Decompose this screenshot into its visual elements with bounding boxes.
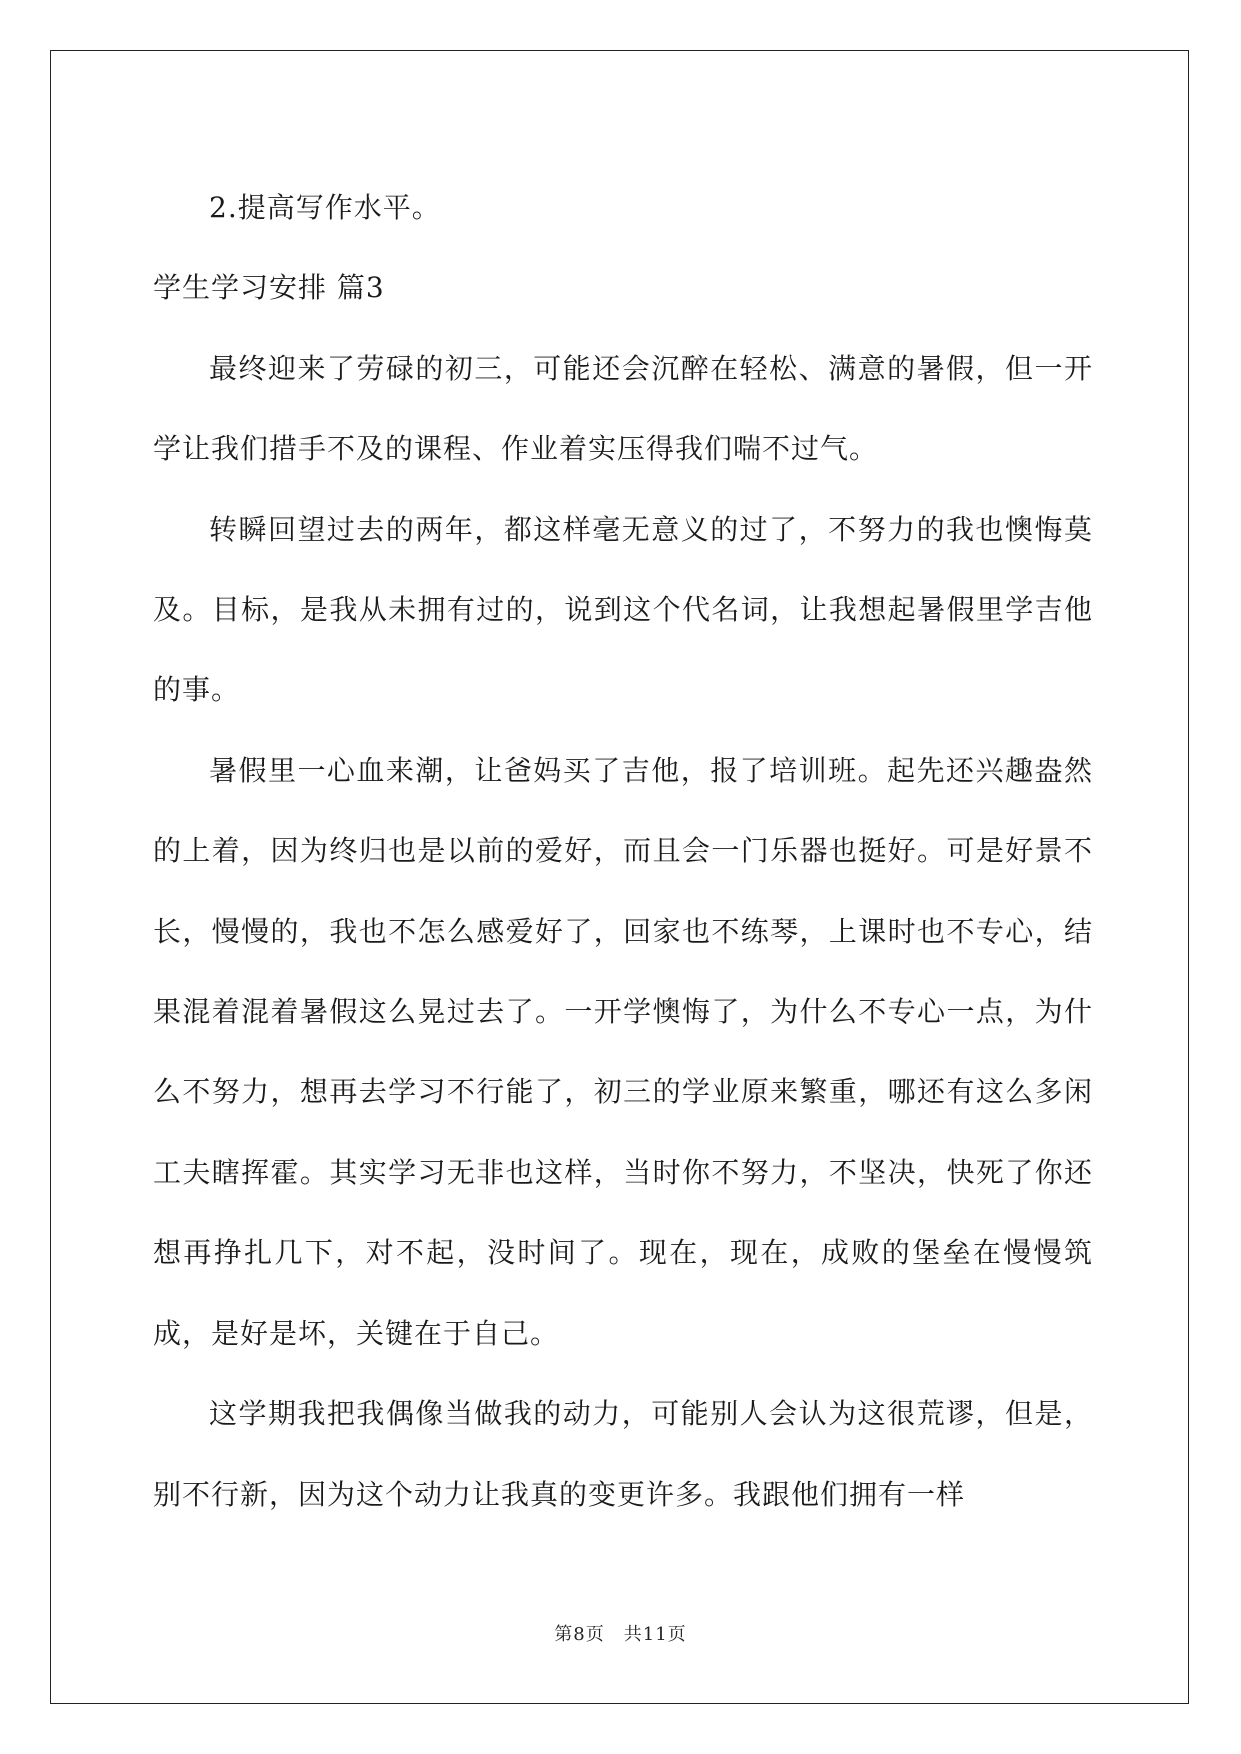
document-body <box>153 168 1093 1535</box>
paragraph-list-item-2: 2.提高写作水平。 <box>209 191 441 224</box>
paragraph-1: 最终迎来了劳碌的初三，可能还会沉醉在轻松、满意的暑假，但一开学让我们措手不及的课程、作业着实压得我们喘不过气。 <box>153 351 1093 466</box>
paragraph-2: 转瞬回望过去的两年，都这样毫无意义的过了，不努力的我也懊悔莫及。目标，是我从未拥有过的，说到这个代名词，让我想起暑假里学吉他的事。 <box>153 512 1093 707</box>
page-number-footer: 第8页 共11页 <box>554 1624 687 1645</box>
paragraph-3: 暑假里一心血来潮，让爸妈买了吉他，报了培训班。起先还兴趣盎然的上着，因为终归也是以前的爱好，而且会一门乐器也挺好。可是好景不长，慢慢的，我也不怎么感爱好了，回家也不练琴，上课时也不专心，结果混着混着暑假这么晃过去了。一开学懊悔了，为什么不专心一点，为什么不努力，想再去学习不行能了，初三的学业原来繁重，哪还有这么多闲工夫瞎挥霍。其实学习无非也这样，当时你不努力，不坚决，快死了你还想再挣扎几下，对不起，没时间了。现在，现在，成败的堡垒在慢慢筑成，是好是坏，关键在于自己。 <box>153 753 1093 1350</box>
section-heading: 学生学习安排 篇3 <box>153 271 385 305</box>
paragraph-4: 这学期我把我偶像当做我的动力，可能别人会认为这很荒谬，但是，别不行新，因为这个动力让我真的变更许多。我跟他们拥有一样 <box>153 1397 1093 1511</box>
